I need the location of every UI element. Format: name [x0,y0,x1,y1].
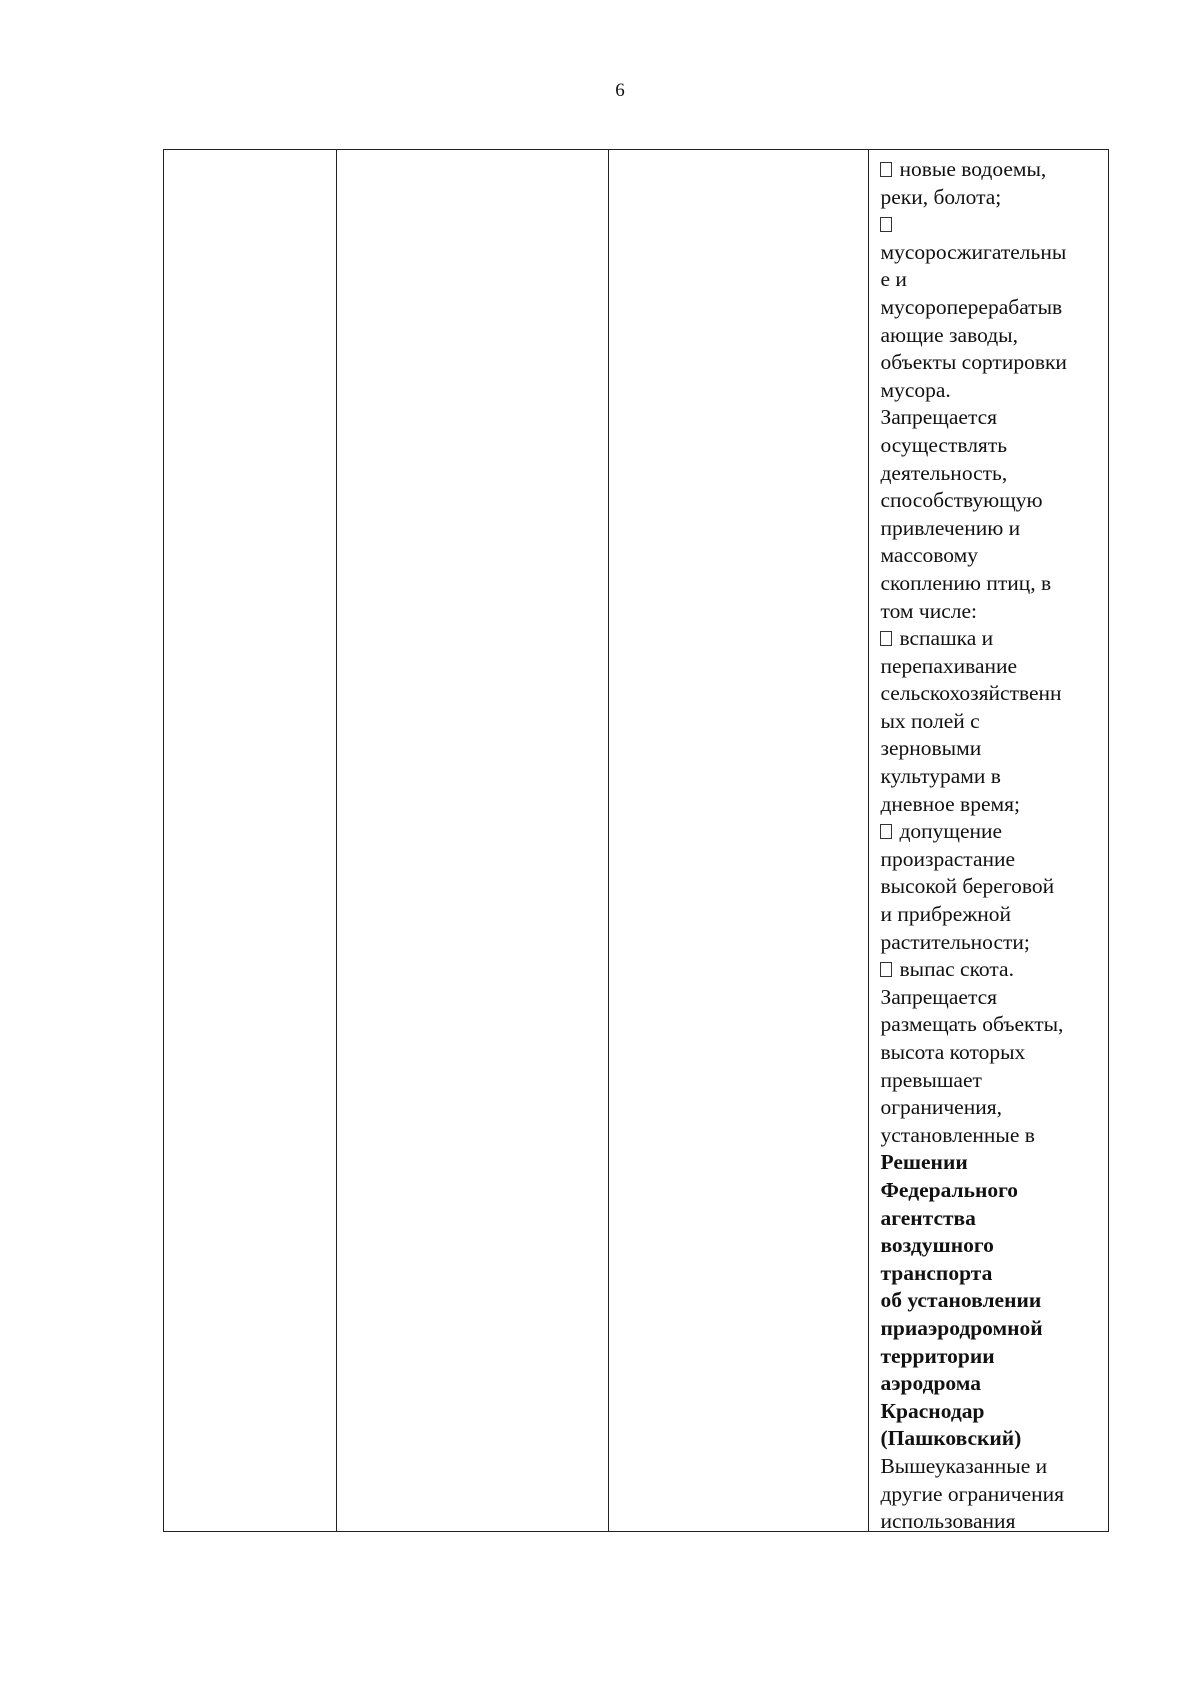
text-line [880,1122,1098,1150]
page-number: 6 [615,80,625,101]
text-line-content: зерновыми [880,736,982,761]
text-line-content: сельскохозяйственн [880,681,1062,706]
text-line-content: растительности; [880,929,1030,954]
text-line [880,460,1098,488]
text-line [880,1425,1098,1453]
text-line [880,1508,1098,1531]
text-line [880,846,1098,874]
text-line-content: Вышеуказанные и [880,1453,1048,1478]
text-line-content: том числе: [880,598,978,623]
text-line-content: мусороперерабатыв [880,294,1063,319]
text-line-content: территории [880,1343,995,1368]
text-line-content: высота которых [880,1040,1026,1064]
text-line [880,1232,1098,1260]
text-line-content: объекты сортировки [880,350,1067,375]
text-line-content: мусоросжигательны [880,239,1067,264]
text-line [880,653,1098,681]
text-line [880,404,1098,432]
table-column-2 [337,150,609,1531]
text-line [880,1067,1098,1095]
text-line-content: (Пашковский) [880,1426,1022,1451]
text-line [880,156,1098,184]
text-line-content: Краснодар [880,1398,985,1423]
checkbox-square-icon [880,631,892,646]
text-line-content: способствующую [880,488,1043,513]
text-line-content: осуществлять [880,432,1008,457]
text-line [880,1260,1098,1288]
text-line-content: допущение [899,819,1003,844]
text-line-content: массовому [880,543,979,568]
text-line [880,1094,1098,1122]
text-line [880,542,1098,570]
text-line [880,377,1098,405]
text-line-content: размещать объекты, [880,1012,1064,1037]
text-line [880,818,1098,846]
text-line [880,680,1098,708]
text-line-content: Запрещается [880,405,998,430]
text-line-content: установленные в [880,1122,1035,1147]
checkbox-square-icon [880,962,892,977]
text-line [880,487,1098,515]
table-column-1 [164,150,337,1531]
text-line [880,956,1098,984]
text-line-content: вспашка и [899,626,994,651]
text-line [880,570,1098,598]
text-line-content: культурами в [880,764,1001,789]
text-line [880,1011,1098,1039]
text-line [880,1149,1098,1177]
text-line-content: привлечению и [880,515,1021,540]
text-line [880,929,1098,957]
text-line [880,1481,1098,1509]
text-line-content: перепахивание [880,653,1018,678]
text-line-content: произрастание [880,846,1016,871]
text-line-content: Федерального [880,1177,1019,1202]
text-line-content: аэродрома [880,1371,982,1396]
text-line-content: использования [880,1509,1016,1531]
text-line [880,984,1098,1012]
text-line [880,598,1098,626]
text-line-content: дневное время; [880,791,1020,816]
text-line-content: ающие заводы, [880,322,1018,347]
text-line [880,791,1098,819]
text-line [880,1370,1098,1398]
table-column-3 [609,150,869,1531]
text-line [880,515,1098,543]
text-line-content: мусора. [880,377,951,402]
text-line-content: реки, болота; [880,184,1002,209]
text-line [880,1315,1098,1343]
text-line [880,735,1098,763]
table-column-4-restrictions-text [869,150,1108,1531]
text-line [880,708,1098,736]
text-line [880,432,1098,460]
text-line-content: скоплению птиц, в [880,570,1052,595]
text-line [880,1287,1098,1315]
text-line [880,1453,1098,1481]
text-line [880,625,1098,653]
text-line [880,1039,1098,1067]
text-line-content: Решении [880,1150,968,1175]
text-line [880,239,1098,267]
text-line-content: е и [880,267,907,292]
text-line [880,1398,1098,1426]
text-line-content: ограничения, [880,1095,1002,1120]
text-line-content: высокой береговой [880,874,1055,899]
text-line [880,1205,1098,1233]
text-line [880,1343,1098,1371]
text-line [880,349,1098,377]
text-line [880,211,1098,239]
text-line-content: об установлении [880,1288,1042,1313]
text-line-content: превышает [880,1067,982,1092]
text-line [880,322,1098,350]
restrictions-table [163,149,1109,1532]
text-line-content: транспорта [880,1260,993,1285]
text-line-content: другие ограничения [880,1481,1064,1506]
checkbox-square-icon [880,217,892,232]
checkbox-square-icon [880,824,892,839]
text-line [880,184,1098,212]
text-line [880,873,1098,901]
text-line-content: ых полей с [880,708,980,733]
text-line-content: агентства [880,1205,976,1230]
text-line-content: воздушного [880,1233,994,1258]
text-line-content: и прибрежной [880,902,1011,927]
text-line-content: Запрещается [880,984,998,1009]
text-line [880,266,1098,294]
text-line-content: приаэродромной [880,1315,1043,1340]
text-line [880,763,1098,791]
text-line [880,294,1098,322]
checkbox-square-icon [880,162,892,177]
text-line-content: новые водоемы, [899,157,1047,181]
text-line [880,901,1098,929]
text-line-content: деятельность, [880,460,1008,485]
text-line [880,1177,1098,1205]
text-line-content: выпас скота. [899,957,1014,982]
